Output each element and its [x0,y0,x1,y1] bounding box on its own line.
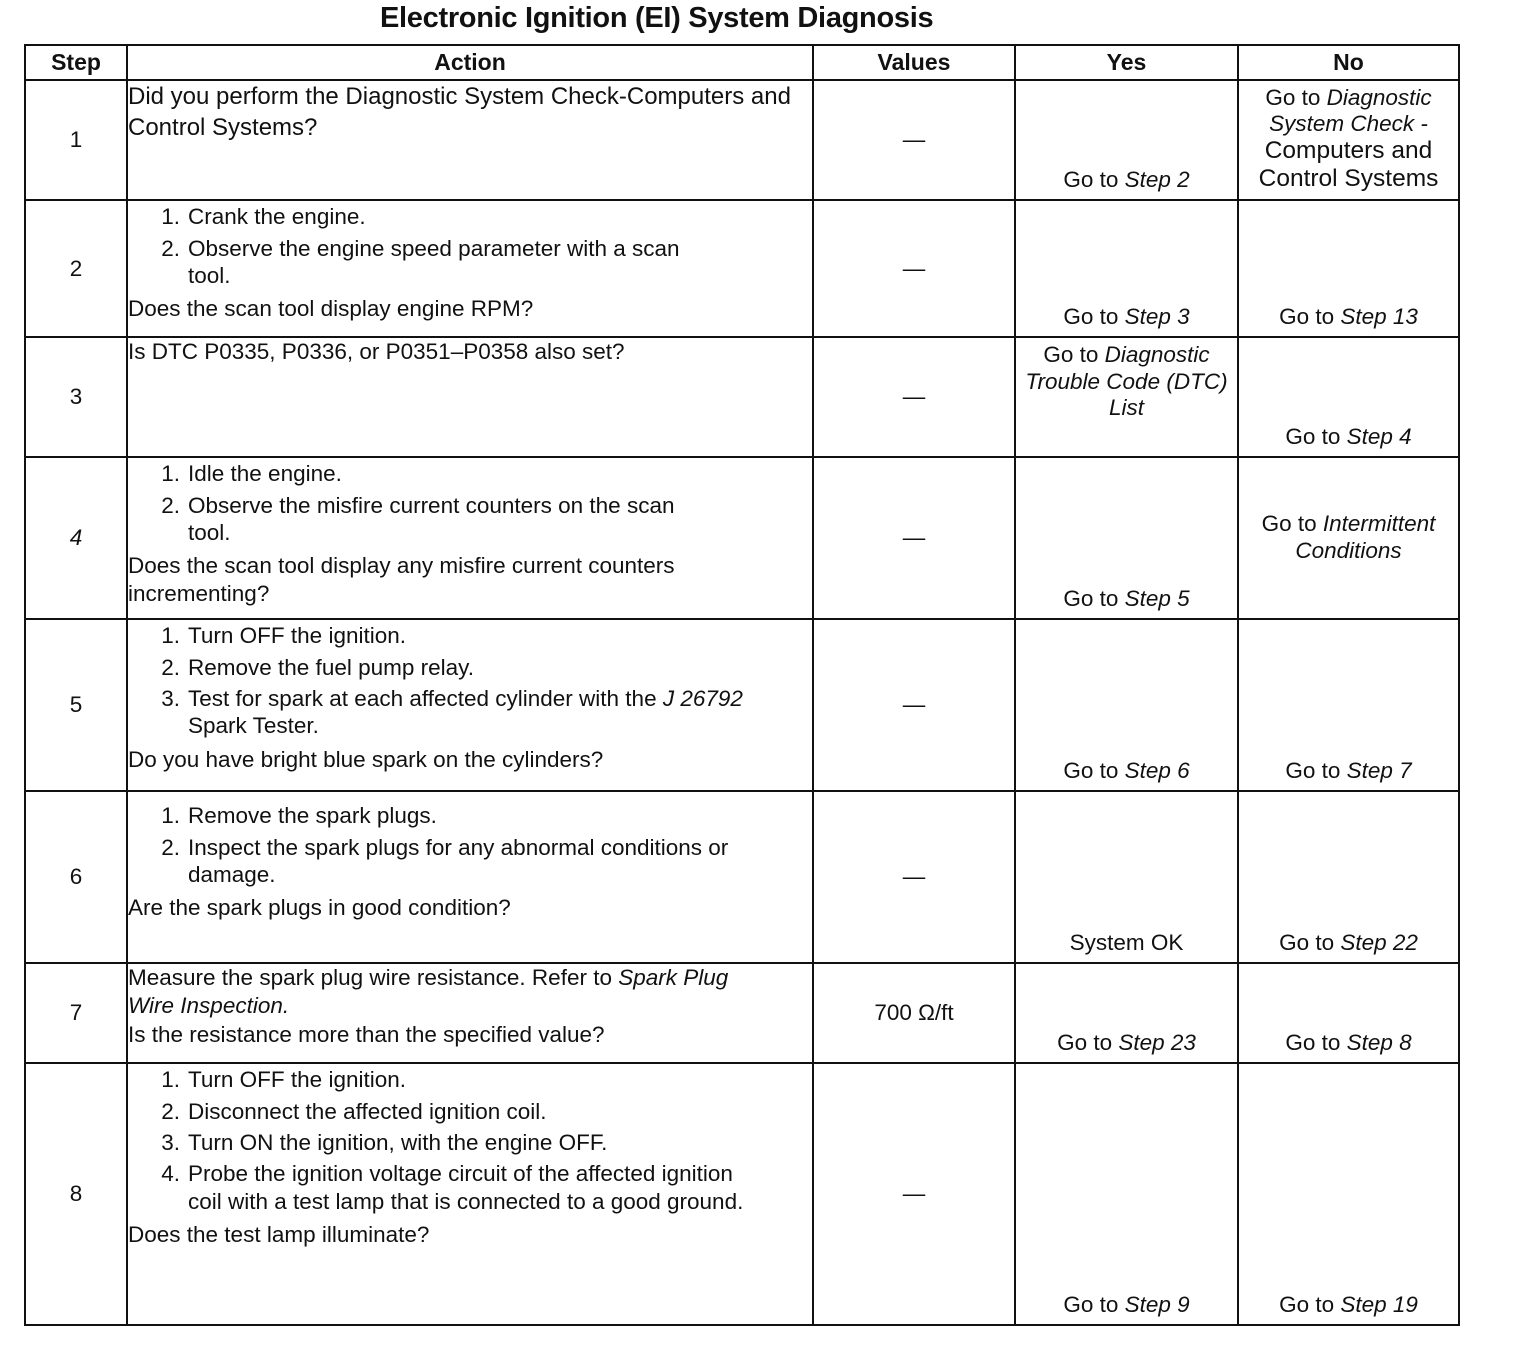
list-item: 2. Observe the misfire current counters on the scan tool. [161,492,675,545]
no-link: Diagnostic System Check - [1269,85,1432,136]
list-item: 1. Remove the spark plugs. [161,803,437,829]
table-row [25,200,1459,337]
yes-cell [1015,200,1238,337]
value-cell: — [813,457,1015,619]
action-question: Is DTC P0335, P0336, or P0351–P0358 also set? [128,339,625,365]
list-item: 4. Probe the ignition voltage circuit of the affected ignition coil with a test lamp that is connected to a good ground. [161,1161,744,1214]
list-item: 2. Remove the fuel pump relay. [161,654,474,680]
yes-link: Step 9 [1124,1291,1190,1317]
action-steps [128,458,812,550]
action-steps [128,1064,812,1219]
no-cell [1238,200,1459,337]
document-title: Electronic Ignition (EI) System Diagnosis [380,2,934,34]
action-question: Does the test lamp illuminate? [128,1222,430,1248]
list-item: 1. Turn OFF the ignition. [161,1067,407,1093]
no-outcome: Go to Step 7 [1285,757,1412,783]
action-steps [128,201,812,293]
step-number: 8 [25,1063,127,1325]
yes-cell [1015,1063,1238,1325]
list-item: 3. Turn ON the ignition, with the engine OFF. [161,1129,608,1155]
no-outcome: Go to Step 19 [1279,1291,1418,1317]
yes-cell [1015,80,1238,200]
action-question: Does the scan tool display any misfire current counters incrementing? [128,553,675,606]
no-outcome: Go to Step 4 [1285,423,1412,449]
value-cell: — [813,337,1015,457]
yes-outcome [1016,81,1237,199]
yes-outcome: Go to Step 3 [1063,303,1190,329]
no-link: Step 13 [1340,303,1418,329]
value-cell: — [813,80,1015,200]
yes-link: Step 3 [1124,303,1190,329]
value-cell: — [813,200,1015,337]
no-cell [1238,457,1459,619]
step-number: 1 [25,80,127,200]
action-question: Did you perform the Diagnostic System Check-Computers and Control Systems? [128,83,791,142]
table-row [25,791,1459,963]
action-cell [127,963,813,1063]
no-link: Intermittent Conditions [1295,510,1436,564]
no-outcome: Go to Step 22 [1279,929,1418,955]
value-cell: — [813,791,1015,963]
step-number: 6 [25,791,127,963]
yes-link: Step 23 [1118,1029,1196,1055]
action-instruction: Measure the spark plug wire resistance. Refer to Spark Plug Wire Inspection. [128,965,729,1018]
step-number: 5 [25,619,127,791]
header-values: Values [813,45,1015,80]
no-outcome: Go to Step 13 [1279,303,1418,329]
yes-cell [1015,963,1238,1063]
list-item: 2. Disconnect the affected ignition coil. [161,1098,547,1124]
no-cell [1238,80,1459,200]
action-question: Are the spark plugs in good condition? [128,895,511,921]
list-item: 3. Test for spark at each affected cylinder with the J 26792 Spark Tester. [161,685,743,739]
action-cell [127,337,813,457]
action-steps [128,800,812,892]
action-steps [128,620,812,744]
yes-link: Step 5 [1124,585,1190,611]
no-link: Step 19 [1340,1291,1418,1317]
value-cell: 700 Ω/ft [813,963,1015,1063]
no-outcome: Go to Intermittent Conditions [1261,510,1436,564]
yes-outcome: Go to Step 5 [1063,585,1190,611]
table-row [25,1063,1459,1325]
system-ok-text: System OK [1069,929,1184,955]
no-cell [1238,1063,1459,1325]
table-row [25,619,1459,791]
yes-outcome: Go to Step 9 [1063,1291,1190,1317]
action-cell [127,200,813,337]
yes-outcome: Go to Diagnostic Trouble Code (DTC) List [1025,342,1228,421]
go-to-text: Go to [1265,85,1321,110]
no-cell [1238,337,1459,457]
yes-cell [1015,619,1238,791]
table-row [25,963,1459,1063]
no-cell [1238,619,1459,791]
list-item: 2. Observe the engine speed parameter with a scan tool. [161,235,680,288]
value-cell: — [813,619,1015,791]
step-number: 7 [25,963,127,1063]
tool-name: J 26792 [662,685,743,711]
header-row [25,45,1459,80]
list-item: 1. Idle the engine. [161,461,342,487]
action-question: Is the resistance more than the specified value? [128,1021,605,1047]
header-no: No [1238,45,1459,80]
no-cell [1238,963,1459,1063]
yes-outcome: Go to Step 6 [1063,757,1190,783]
list-item: 2. Inspect the spark plugs for any abnormal conditions or damage. [161,834,729,887]
table-row [25,80,1459,200]
action-cell [127,619,813,791]
action-cell [127,80,813,200]
value-cell: — [813,1063,1015,1325]
list-item: 1. Crank the engine. [161,204,366,230]
go-to-text: Go to [1063,166,1119,192]
no-outcome: Go to Step 8 [1285,1029,1412,1055]
reference-link: Spark Plug Wire Inspection. [128,965,729,1018]
step-number: 4 [25,457,127,619]
header-action: Action [127,45,813,80]
no-link: Step 7 [1346,757,1412,783]
action-question: Does the scan tool display engine RPM? [128,296,534,322]
action-cell [127,791,813,963]
action-cell [127,457,813,619]
table-row [25,337,1459,457]
no-link: Step 22 [1340,929,1418,955]
no-link: Step 4 [1346,423,1412,449]
yes-cell [1015,337,1238,457]
no-outcome [1239,81,1458,199]
yes-outcome: Go to Step 23 [1057,1029,1196,1055]
yes-link: Diagnostic Trouble Code (DTC) List [1025,342,1228,421]
no-link-extra: Computers and Control Systems [1258,136,1439,192]
yes-link: Step 2 [1124,166,1190,192]
step-number: 3 [25,337,127,457]
step-number: 2 [25,200,127,337]
header-yes: Yes [1015,45,1238,80]
no-link: Step 8 [1346,1029,1412,1055]
header-step: Step [25,45,127,80]
table-row [25,457,1459,619]
yes-cell [1015,457,1238,619]
yes-link: Step 6 [1124,757,1190,783]
no-cell [1238,791,1459,963]
diagnosis-table [24,44,1460,1326]
list-item: 1. Turn OFF the ignition. [161,623,407,649]
action-question: Do you have bright blue spark on the cylinders? [128,746,604,772]
yes-outcome [1016,792,1237,962]
action-cell [127,1063,813,1325]
yes-cell [1015,791,1238,963]
